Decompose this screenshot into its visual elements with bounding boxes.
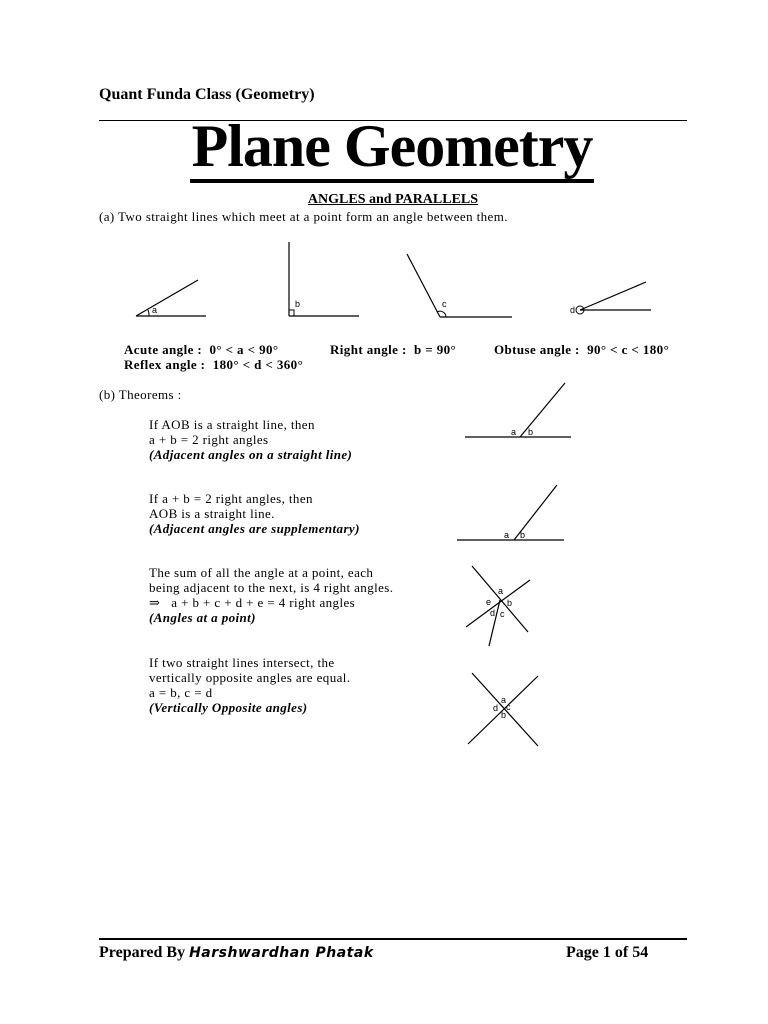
theorem-2-line-2: AOB is a straight line.	[149, 506, 275, 521]
obtuse-angle-definition	[494, 342, 669, 358]
acute-angle-definition	[124, 342, 278, 358]
acute-angle-label: a	[152, 305, 158, 315]
footer-prepared-by: Prepared By	[99, 944, 186, 961]
implies-arrow: ⇒	[149, 595, 161, 610]
angle-types-diagram	[0, 230, 768, 330]
theorem-2-label-b: b	[520, 530, 526, 540]
footer-author: Harshwardhan Phatak	[189, 945, 374, 961]
theorem-3-label-a: a	[498, 586, 504, 596]
theorem-4-label-a: a	[501, 695, 507, 705]
footer-credit	[99, 944, 374, 962]
theorem-3-line-2: being adjacent to the next, is 4 right angles.	[149, 580, 394, 595]
right-angle-label: b	[295, 299, 301, 309]
reflex-angle-definition	[124, 357, 303, 373]
theorem-1-label-a: a	[511, 427, 517, 437]
theorem-2-label-a: a	[504, 530, 510, 540]
theorem-3-label-d: d	[490, 608, 496, 618]
theorem-3-equation: a + b + c + d + e = 4 right angles	[171, 595, 356, 610]
theorem-2-name: (Adjacent angles are supplementary)	[149, 521, 360, 536]
theorem-4-diagram	[462, 670, 546, 752]
right-angle-figure	[289, 242, 359, 316]
theorem-4-label-b: b	[501, 710, 507, 720]
theorem-4-name: (Vertically Opposite angles)	[149, 700, 308, 715]
theorem-3-label-b: b	[507, 598, 513, 608]
theorem-1-name: (Adjacent angles on a straight line)	[149, 447, 353, 462]
theorem-4-line-3: a = b, c = d	[149, 685, 213, 700]
reflex-angle-label: d	[570, 305, 576, 315]
theorem-4-label-c: c	[506, 702, 511, 712]
obtuse-angle-range: 90° < c < 180°	[587, 342, 670, 357]
theorem-3-name: (Angles at a point)	[149, 610, 256, 625]
intro-text: (a) Two straight lines which meet at a point form an angle between them.	[99, 209, 508, 224]
section-title: ANGLES and PARALLELS	[307, 192, 479, 207]
theorem-3-line-3	[149, 595, 355, 611]
theorem-4-label-d: d	[493, 703, 499, 713]
page-title	[0, 112, 768, 183]
footer-divider	[99, 938, 687, 940]
page-number: Page 1 of 54	[566, 944, 649, 961]
theorem-4-line-1: If two straight lines intersect, the	[149, 655, 335, 670]
obtuse-angle-term: Obtuse angle :	[494, 342, 580, 357]
theorem-1-diagram	[460, 380, 580, 444]
theorem-3-diagram	[462, 562, 542, 650]
reflex-angle-term: Reflex angle :	[124, 357, 206, 372]
theorem-1-label-b: b	[528, 427, 534, 437]
theorem-2-diagram	[452, 480, 572, 546]
theorem-3-line-1: The sum of all the angle at a point, each	[149, 565, 374, 580]
page-title-text: Plane Geometry	[190, 113, 595, 183]
reflex-angle-range: 180° < d < 360°	[212, 357, 304, 372]
theorem-3-label-e: e	[486, 597, 492, 607]
obtuse-angle-figure	[407, 254, 512, 317]
theorem-2-line-1: If a + b = 2 right angles, then	[149, 491, 313, 506]
reflex-angle-figure	[570, 282, 651, 315]
right-angle-range: b = 90°	[414, 342, 457, 357]
theorems-heading: (b) Theorems :	[99, 387, 182, 402]
theorem-1-line-2: a + b = 2 right angles	[149, 432, 269, 447]
acute-angle-term: Acute angle :	[124, 342, 203, 357]
theorem-3-label-c: c	[500, 609, 505, 619]
header-title: Quant Funda Class (Geometry)	[99, 86, 315, 103]
acute-angle-figure	[136, 280, 206, 316]
obtuse-angle-label: c	[442, 299, 447, 309]
theorem-1-line-1: If AOB is a straight line, then	[149, 417, 315, 432]
right-angle-term: Right angle :	[330, 342, 407, 357]
theorem-4-line-2: vertically opposite angles are equal.	[149, 670, 351, 685]
right-angle-definition	[330, 342, 456, 358]
acute-angle-range: 0° < a < 90°	[209, 342, 279, 357]
